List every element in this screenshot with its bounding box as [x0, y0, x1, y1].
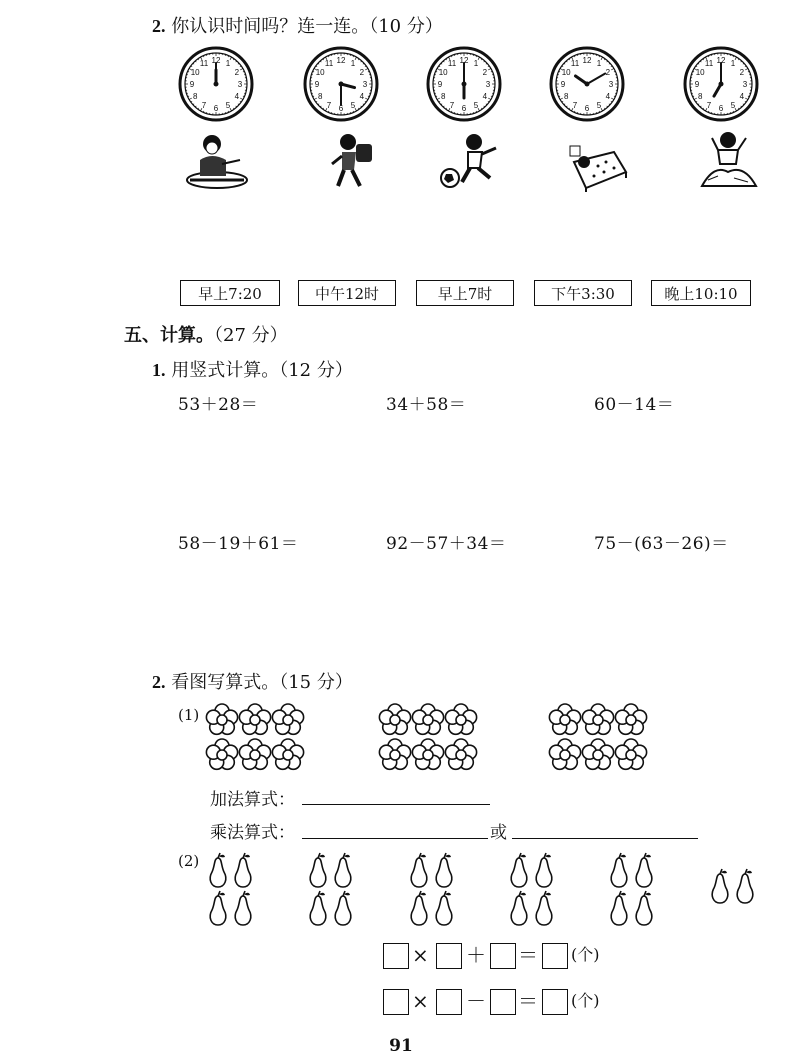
svg-text:7: 7: [327, 101, 332, 110]
svg-text:12: 12: [717, 56, 726, 65]
svg-text:5: 5: [474, 101, 479, 110]
flower-icon: [548, 703, 582, 737]
question-2-heading: [152, 12, 443, 38]
svg-text:12: 12: [583, 56, 592, 65]
answer-box[interactable]: [383, 989, 409, 1015]
svg-text:1: 1: [731, 59, 736, 68]
svg-text:4: 4: [740, 92, 745, 101]
flower-icon: [444, 703, 478, 737]
part-1-label: (1): [178, 706, 199, 724]
flower-icon: [205, 738, 239, 772]
svg-text:6: 6: [214, 104, 219, 113]
svg-text:12: 12: [212, 56, 221, 65]
pear-icon: [733, 868, 757, 904]
times-sign: ×: [412, 942, 429, 968]
time-box-morning-720[interactable]: 早上7:20: [180, 280, 280, 306]
svg-text:10: 10: [562, 68, 571, 77]
svg-text:11: 11: [200, 59, 209, 68]
svg-text:2: 2: [740, 68, 745, 77]
svg-text:8: 8: [441, 92, 446, 101]
pear-icon: [306, 852, 330, 888]
pear-icon: [331, 890, 355, 926]
page-number: 91: [384, 1036, 418, 1056]
pear-icon: [632, 852, 656, 888]
svg-text:6: 6: [719, 104, 724, 113]
svg-text:5: 5: [351, 101, 356, 110]
svg-text:2: 2: [483, 68, 488, 77]
svg-text:2: 2: [606, 68, 611, 77]
addition-answer-line[interactable]: [302, 804, 490, 805]
svg-text:8: 8: [193, 92, 198, 101]
svg-text:8: 8: [698, 92, 703, 101]
svg-text:6: 6: [585, 104, 590, 113]
svg-text:11: 11: [571, 59, 580, 68]
svg-text:9: 9: [695, 80, 700, 89]
addition-label: 加法算式：: [210, 785, 295, 810]
multiplication-answer-line-2[interactable]: [512, 838, 698, 839]
pear-icon: [206, 852, 230, 888]
svg-text:6: 6: [462, 104, 467, 113]
svg-text:9: 9: [315, 80, 320, 89]
svg-text:6: 6: [339, 104, 344, 113]
expression-5: 92－57＋34＝: [386, 529, 506, 554]
svg-text:5: 5: [731, 101, 736, 110]
pear-icon: [306, 890, 330, 926]
svg-text:10: 10: [439, 68, 448, 77]
plus-sign: ＋: [466, 942, 486, 968]
answer-box[interactable]: [436, 989, 462, 1015]
svg-text:11: 11: [448, 59, 457, 68]
flower-icon: [205, 703, 239, 737]
svg-text:3: 3: [609, 80, 614, 89]
svg-text:10: 10: [696, 68, 705, 77]
question-number: 2.: [152, 672, 166, 692]
flower-icon: [581, 703, 615, 737]
question-text: 看图写算式。（15 分）: [171, 672, 353, 693]
pear-icon: [507, 852, 531, 888]
svg-text:9: 9: [190, 80, 195, 89]
flower-icon: [238, 703, 272, 737]
pear-icon: [231, 890, 255, 926]
child-eating-picture: [182, 130, 252, 192]
unit-label: (个): [571, 942, 600, 968]
svg-text:10: 10: [191, 68, 200, 77]
svg-text:7: 7: [707, 101, 712, 110]
svg-text:5: 5: [226, 101, 231, 110]
child-going-to-school-picture: [320, 130, 390, 192]
svg-text:1: 1: [474, 59, 479, 68]
question-5-2-heading: [152, 668, 353, 694]
multiplication-answer-line-1[interactable]: [302, 838, 488, 839]
flower-icon: [378, 738, 412, 772]
flower-icon: [411, 738, 445, 772]
flower-icon: [411, 703, 445, 737]
answer-box[interactable]: [490, 989, 516, 1015]
child-playing-football-picture: [438, 130, 508, 192]
child-waking-up-picture: [694, 128, 764, 190]
time-box-noon-12[interactable]: 中午12时: [298, 280, 396, 306]
pear-icon: [231, 852, 255, 888]
clock-face: [683, 46, 759, 122]
section-score: （27 分）: [214, 325, 288, 346]
svg-text:5: 5: [597, 101, 602, 110]
answer-box[interactable]: [542, 989, 568, 1015]
pear-icon: [708, 868, 732, 904]
pear-icon: [607, 890, 631, 926]
answer-box[interactable]: [490, 943, 516, 969]
expression-6: 75－(63－26)＝: [594, 529, 729, 554]
flower-icon: [581, 738, 615, 772]
svg-text:3: 3: [743, 80, 748, 89]
clock-face: [303, 46, 379, 122]
time-box-afternoon-330[interactable]: 下午3:30: [534, 280, 632, 306]
section-title: 五、计算。: [124, 325, 214, 345]
answer-box[interactable]: [436, 943, 462, 969]
expression-3: 60－14＝: [594, 390, 674, 415]
svg-text:7: 7: [573, 101, 578, 110]
flower-icon: [444, 738, 478, 772]
clock-face: [426, 46, 502, 122]
svg-text:1: 1: [351, 59, 356, 68]
svg-text:2: 2: [360, 68, 365, 77]
svg-text:4: 4: [606, 92, 611, 101]
pear-icon: [532, 852, 556, 888]
answer-box[interactable]: [542, 943, 568, 969]
times-sign: ×: [412, 988, 429, 1014]
pear-icon: [407, 890, 431, 926]
expression-4: 58－19＋61＝: [178, 529, 298, 554]
svg-text:10: 10: [316, 68, 325, 77]
answer-box[interactable]: [383, 943, 409, 969]
svg-text:3: 3: [238, 80, 243, 89]
pear-icon: [432, 852, 456, 888]
svg-text:9: 9: [438, 80, 443, 89]
question-number: 1.: [152, 360, 166, 380]
svg-text:3: 3: [486, 80, 491, 89]
equals-sign: ＝: [518, 988, 538, 1014]
child-sleeping-picture: [564, 132, 634, 194]
pear-icon: [206, 890, 230, 926]
svg-text:12: 12: [460, 56, 469, 65]
pear-icon: [407, 852, 431, 888]
question-text: 你认识时间吗？连一连。（10 分）: [171, 16, 443, 37]
pear-icon: [632, 890, 656, 926]
svg-text:3: 3: [363, 80, 368, 89]
svg-text:1: 1: [226, 59, 231, 68]
svg-text:11: 11: [325, 59, 334, 68]
pear-icon: [507, 890, 531, 926]
time-box-evening-1010[interactable]: 晚上10:10: [651, 280, 751, 306]
section-5-heading: [124, 321, 288, 347]
flower-icon: [378, 703, 412, 737]
flower-icon: [238, 738, 272, 772]
question-text: 用竖式计算。（12 分）: [171, 360, 353, 381]
svg-text:7: 7: [450, 101, 455, 110]
pear-icon: [532, 890, 556, 926]
svg-text:12: 12: [337, 56, 346, 65]
clock-face: [549, 46, 625, 122]
time-box-morning-7[interactable]: 早上7时: [416, 280, 514, 306]
flower-icon: [548, 738, 582, 772]
question-5-1-heading: [152, 356, 353, 382]
flower-icon: [614, 703, 648, 737]
pear-icon: [331, 852, 355, 888]
part-2-label: (2): [178, 852, 199, 870]
minus-sign: －: [466, 988, 486, 1014]
expression-2: 34＋58＝: [386, 390, 466, 415]
svg-text:4: 4: [235, 92, 240, 101]
pear-icon: [432, 890, 456, 926]
or-label: 或: [490, 818, 507, 843]
clock-face: [178, 46, 254, 122]
svg-text:4: 4: [483, 92, 488, 101]
question-number: 2.: [152, 16, 166, 36]
flower-icon: [614, 738, 648, 772]
unit-label: (个): [571, 988, 600, 1014]
svg-text:7: 7: [202, 101, 207, 110]
svg-text:2: 2: [235, 68, 240, 77]
expression-1: 53＋28＝: [178, 390, 258, 415]
svg-text:8: 8: [564, 92, 569, 101]
svg-text:8: 8: [318, 92, 323, 101]
pear-icon: [607, 852, 631, 888]
svg-text:9: 9: [561, 80, 566, 89]
flower-icon: [271, 738, 305, 772]
svg-text:1: 1: [597, 59, 602, 68]
multiplication-label: 乘法算式：: [210, 818, 295, 843]
svg-text:11: 11: [705, 59, 714, 68]
flower-icon: [271, 703, 305, 737]
equals-sign: ＝: [518, 942, 538, 968]
svg-text:4: 4: [360, 92, 365, 101]
